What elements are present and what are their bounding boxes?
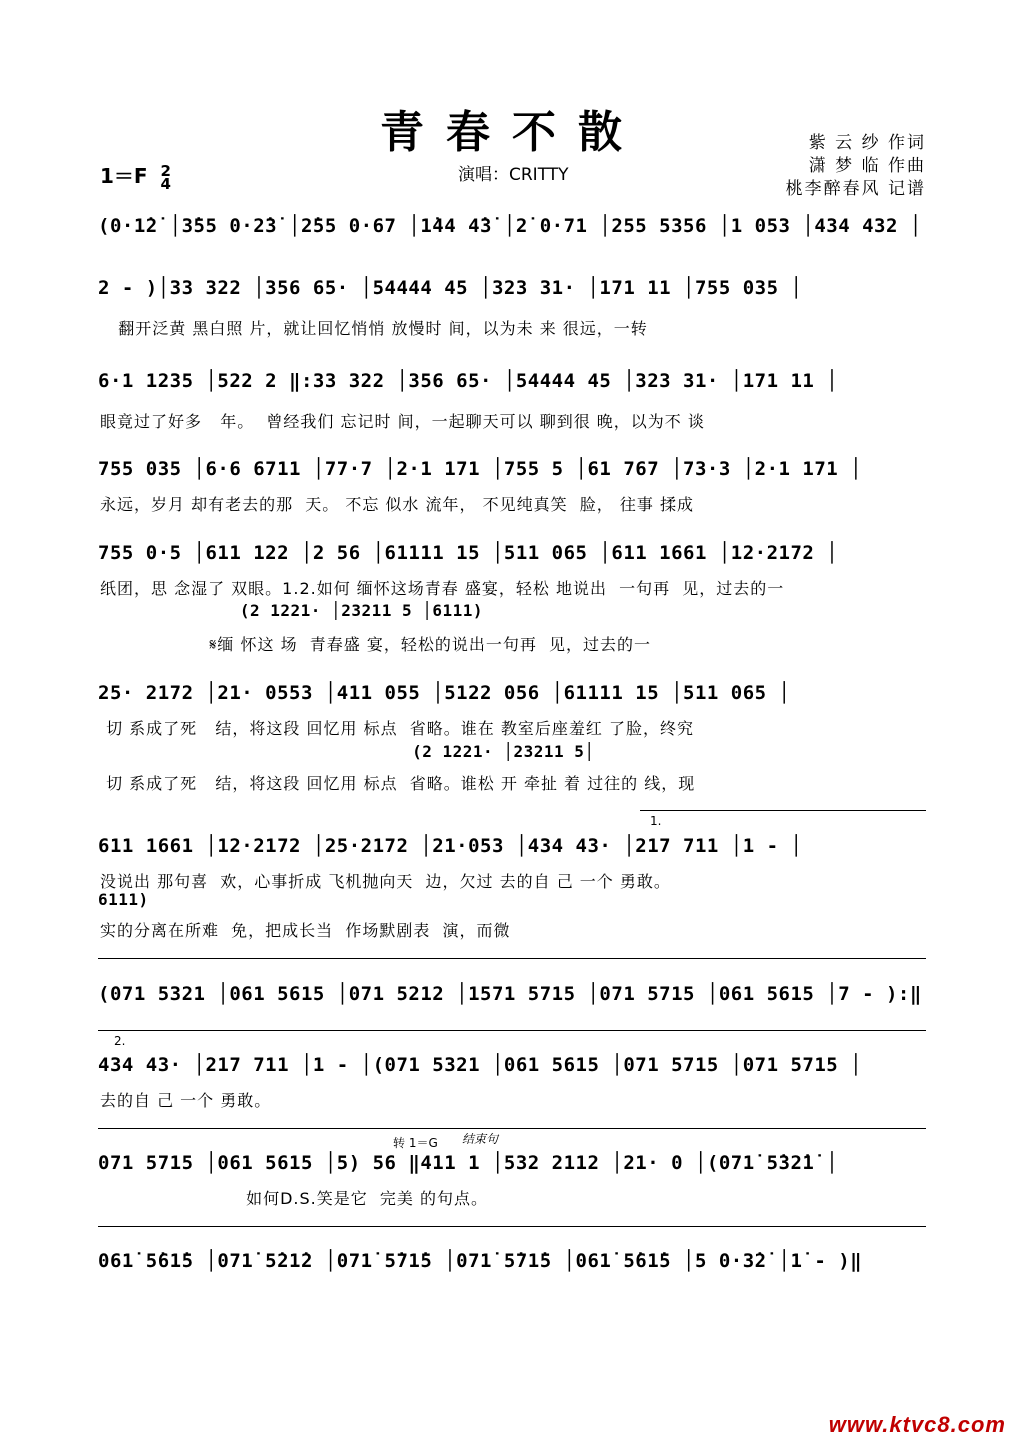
- lyric-line: 永远，岁月 却有老去的那 天。 不忘 似水 流年， 不见纯真笑 脸， 往事 揉成: [100, 495, 694, 514]
- notes-line: 434 43· │217 711 │1 - │(071 5321 │061 5615 │071 5715 │071 5715 │: [98, 1054, 863, 1076]
- section-rule: [98, 1128, 926, 1129]
- time-top: 2: [160, 161, 171, 180]
- ending-label: 结束句: [462, 1132, 499, 1146]
- singer-credit: 演唱：CRITTY: [458, 165, 569, 185]
- key-signature: [100, 160, 171, 191]
- alt-notes-line: (2 1221· │23211 5│: [98, 742, 595, 761]
- lyric-line: 眼竟过了好多 年。 曾经我们 忘记时 间，一起聊天可以 聊到很 晚，以为不 谈: [100, 412, 705, 431]
- transcriber-credit: 桃李醉春风 记谱: [785, 179, 926, 199]
- composer-credit: 潇 梦 临 作曲: [808, 156, 926, 176]
- notes-line: 755 0·5 │611 122 │2 56 │61111 15 │511 065 │611 1661 │12·2172 │: [98, 542, 839, 564]
- lyricist-credit: 紫 云 纱 作词: [808, 133, 926, 153]
- alt-lyric-line: 𝄋缅 怀这 场 青春盛 宴，轻松的说出一句再 见，过去的一: [100, 635, 652, 654]
- lyric-line: 去的自 己 一个 勇敢。: [100, 1091, 272, 1110]
- notes-line: 6·1 1235 │522 2 ‖:33 322 │356 65· │54444 45 │323 31· │171 11 │: [98, 370, 839, 392]
- volta-2-label: 2.: [114, 1034, 126, 1048]
- lyric-line: 没说出 那句喜 欢，心事折成 飞机抛向天 边，欠过 去的自 己 一个 勇敢。: [100, 872, 671, 891]
- notes-line: 2 - )│33 322 │356 65· │54444 45 │323 31· │171 11 │755 035 │: [98, 277, 803, 299]
- notes-line: 755 035 │6·6 6711 │77·7 │2·1 171 │755 5 │61 767 │73·3 │2·1 171 │: [98, 458, 863, 480]
- interlude-notes: (071 5321 │061 5615 │071 5212 │1571 5715 │071 5715 │061 5615 │7 - ):‖: [98, 983, 922, 1005]
- key-label: 1＝F: [100, 164, 148, 188]
- notes-line: 611 1661 │12·2172 │25·2172 │21·053 │434 43· │217 711 │1 - │: [98, 835, 803, 857]
- alt-notes-line: (2 1221· │23211 5 │6111): [98, 601, 484, 620]
- alt-lyric-line: 切 系成了死 结，将这段 回忆用 标点 省略。谁松 开 牵扯 着 过往的 线，现: [100, 774, 696, 793]
- watermark-logo: www.ktvc8.com: [828, 1412, 1006, 1437]
- lyric-line: 翻开泛黄 黑白照 片，就让回忆悄悄 放慢时 间，以为未 来 很远，一转: [100, 319, 648, 338]
- volta-bracket: [640, 810, 926, 811]
- time-signature: [160, 161, 171, 193]
- notes-line: (0·1̇2̇ │3̇55 0·2̇3̇ │2̇55 0·67 │1̇44 4̇3̇ │2̇ 0·71 │255 5356 │1 053 │434 432 │: [98, 215, 922, 237]
- lyric-line: 切 系成了死 结，将这段 回忆用 标点 省略。谁在 教室后座羞红 了脸，终究: [100, 719, 694, 738]
- alt-lyric-line: 实的分离在所难 免，把成长当 作场默剧表 演，而微: [100, 921, 511, 940]
- song-title: 青春不散: [380, 107, 644, 158]
- volta-1-label: 1.: [650, 814, 662, 828]
- section-rule: [98, 958, 926, 959]
- volta-bracket: [98, 1030, 926, 1031]
- lyric-line: 纸团，思 念湿了 双眼。1.2.如何 缅怀这场青春 盛宴，轻松 地说出 一句再 见，过去的一: [100, 579, 785, 598]
- lyric-line: 如何D.S.笑是它 完美 的句点。: [100, 1189, 488, 1208]
- section-rule: [98, 1226, 926, 1227]
- notes-line: 071 5715 │061 5615 │5) 56 ‖411 1 │532 2112 │21· 0 │(071̇ 5̇32̇1̇ │: [98, 1152, 839, 1174]
- coda-notes: 061̇ 5̇61̇5 │071̇ 5̇21̇2 │071̇ 5̇71̇5 │071̇ 5̇71̇5 │061̇ 5̇61̇5 │5 0·3̇2̇ │1̇ - )‖: [98, 1250, 863, 1272]
- time-bottom: 4: [160, 174, 171, 193]
- notes-line: 25· 2172 │21· 0553 │411 055 │5122 056 │61111 15 │511 065 │: [98, 682, 791, 704]
- alt-notes-line: 6111): [98, 890, 149, 909]
- modulation-label: 转 1＝G: [393, 1136, 438, 1150]
